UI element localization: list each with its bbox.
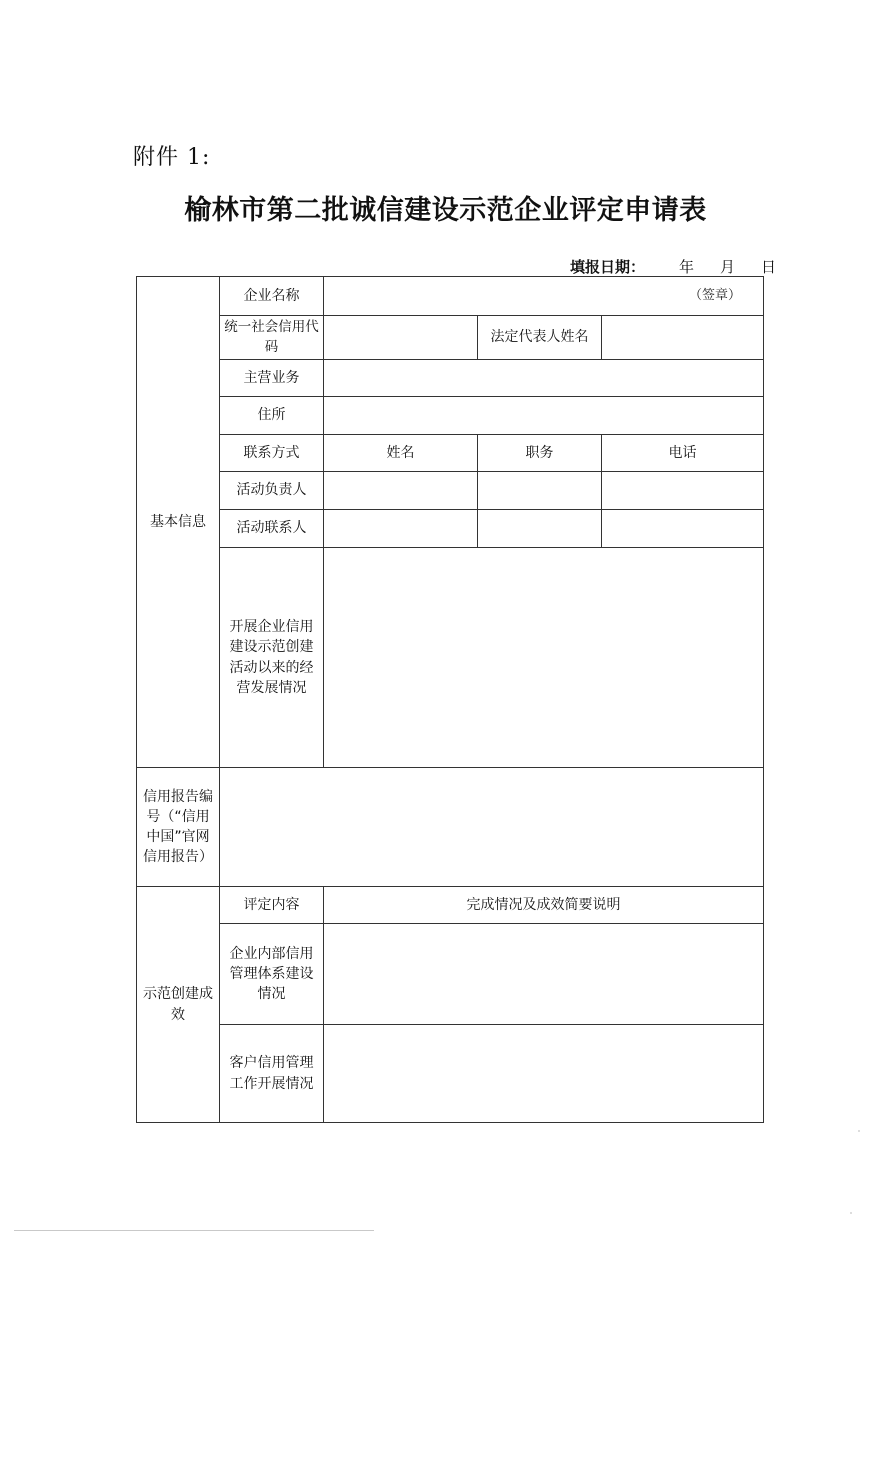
legal-rep-field[interactable]	[602, 316, 764, 360]
contact-label: 联系方式	[220, 435, 324, 472]
activity-contact-position-field[interactable]	[478, 510, 602, 548]
section-results: 示范创建成效	[137, 887, 220, 1123]
activity-leader-name-field[interactable]	[324, 472, 478, 510]
activity-leader-phone-field[interactable]	[602, 472, 764, 510]
activity-leader-label: 活动负责人	[220, 472, 324, 510]
activity-contact-label: 活动联系人	[220, 510, 324, 548]
fill-date-label: 填报日期：	[570, 258, 646, 276]
credit-report-field[interactable]	[220, 768, 764, 887]
col-name-header: 姓名	[324, 435, 478, 472]
internal-mgmt-label: 企业内部信用管理体系建设情况	[220, 924, 324, 1025]
credit-report-label: 信用报告编号（“信用中国”官网信用报告）	[137, 768, 220, 887]
row-eval-header	[137, 887, 764, 924]
row-activity-leader	[137, 472, 764, 510]
internal-mgmt-field[interactable]	[324, 924, 764, 1025]
seal-note: （签章）	[689, 287, 742, 303]
activity-contact-name-field[interactable]	[324, 510, 478, 548]
credit-code-field[interactable]	[324, 316, 478, 360]
credit-code-label: 统一社会信用代码	[220, 316, 324, 360]
attachment-label: 附件 1:	[133, 145, 211, 170]
completion-header: 完成情况及成效简要说明	[324, 887, 764, 924]
row-activity-contact	[137, 510, 764, 548]
eval-content-label: 评定内容	[220, 887, 324, 924]
col-position-header: 职务	[478, 435, 602, 472]
company-name-field[interactable]	[324, 277, 764, 316]
business-development-label: 开展企业信用建设示范创建活动以来的经营发展情况	[220, 548, 324, 768]
date-day-unit: 日	[761, 258, 777, 276]
scan-speck	[850, 1212, 852, 1214]
address-field[interactable]	[324, 397, 764, 435]
business-development-field[interactable]	[324, 548, 764, 768]
section-basic-info: 基本信息	[137, 277, 220, 768]
activity-contact-phone-field[interactable]	[602, 510, 764, 548]
scan-speck	[858, 1130, 860, 1132]
date-year-unit: 年	[679, 258, 695, 276]
scan-line-artifact	[14, 1230, 374, 1231]
fill-date-line	[570, 256, 776, 277]
date-month-unit: 月	[720, 258, 736, 276]
row-internal-mgmt	[137, 924, 764, 1025]
row-contact-header	[137, 435, 764, 472]
row-customer-mgmt	[137, 1025, 764, 1123]
customer-mgmt-label: 客户信用管理工作开展情况	[220, 1025, 324, 1123]
row-main-business	[137, 360, 764, 397]
row-credit-report	[137, 768, 764, 887]
main-business-field[interactable]	[324, 360, 764, 397]
col-phone-header: 电话	[602, 435, 764, 472]
company-name-label: 企业名称	[220, 277, 324, 316]
legal-rep-label: 法定代表人姓名	[478, 316, 602, 360]
row-company-name	[137, 277, 764, 316]
row-business-development	[137, 548, 764, 768]
address-label: 住所	[220, 397, 324, 435]
row-credit-code	[137, 316, 764, 360]
application-form-table	[136, 276, 764, 1123]
activity-leader-position-field[interactable]	[478, 472, 602, 510]
main-business-label: 主营业务	[220, 360, 324, 397]
row-address	[137, 397, 764, 435]
form-title: 榆林市第二批诚信建设示范企业评定申请表	[184, 195, 707, 226]
customer-mgmt-field[interactable]	[324, 1025, 764, 1123]
